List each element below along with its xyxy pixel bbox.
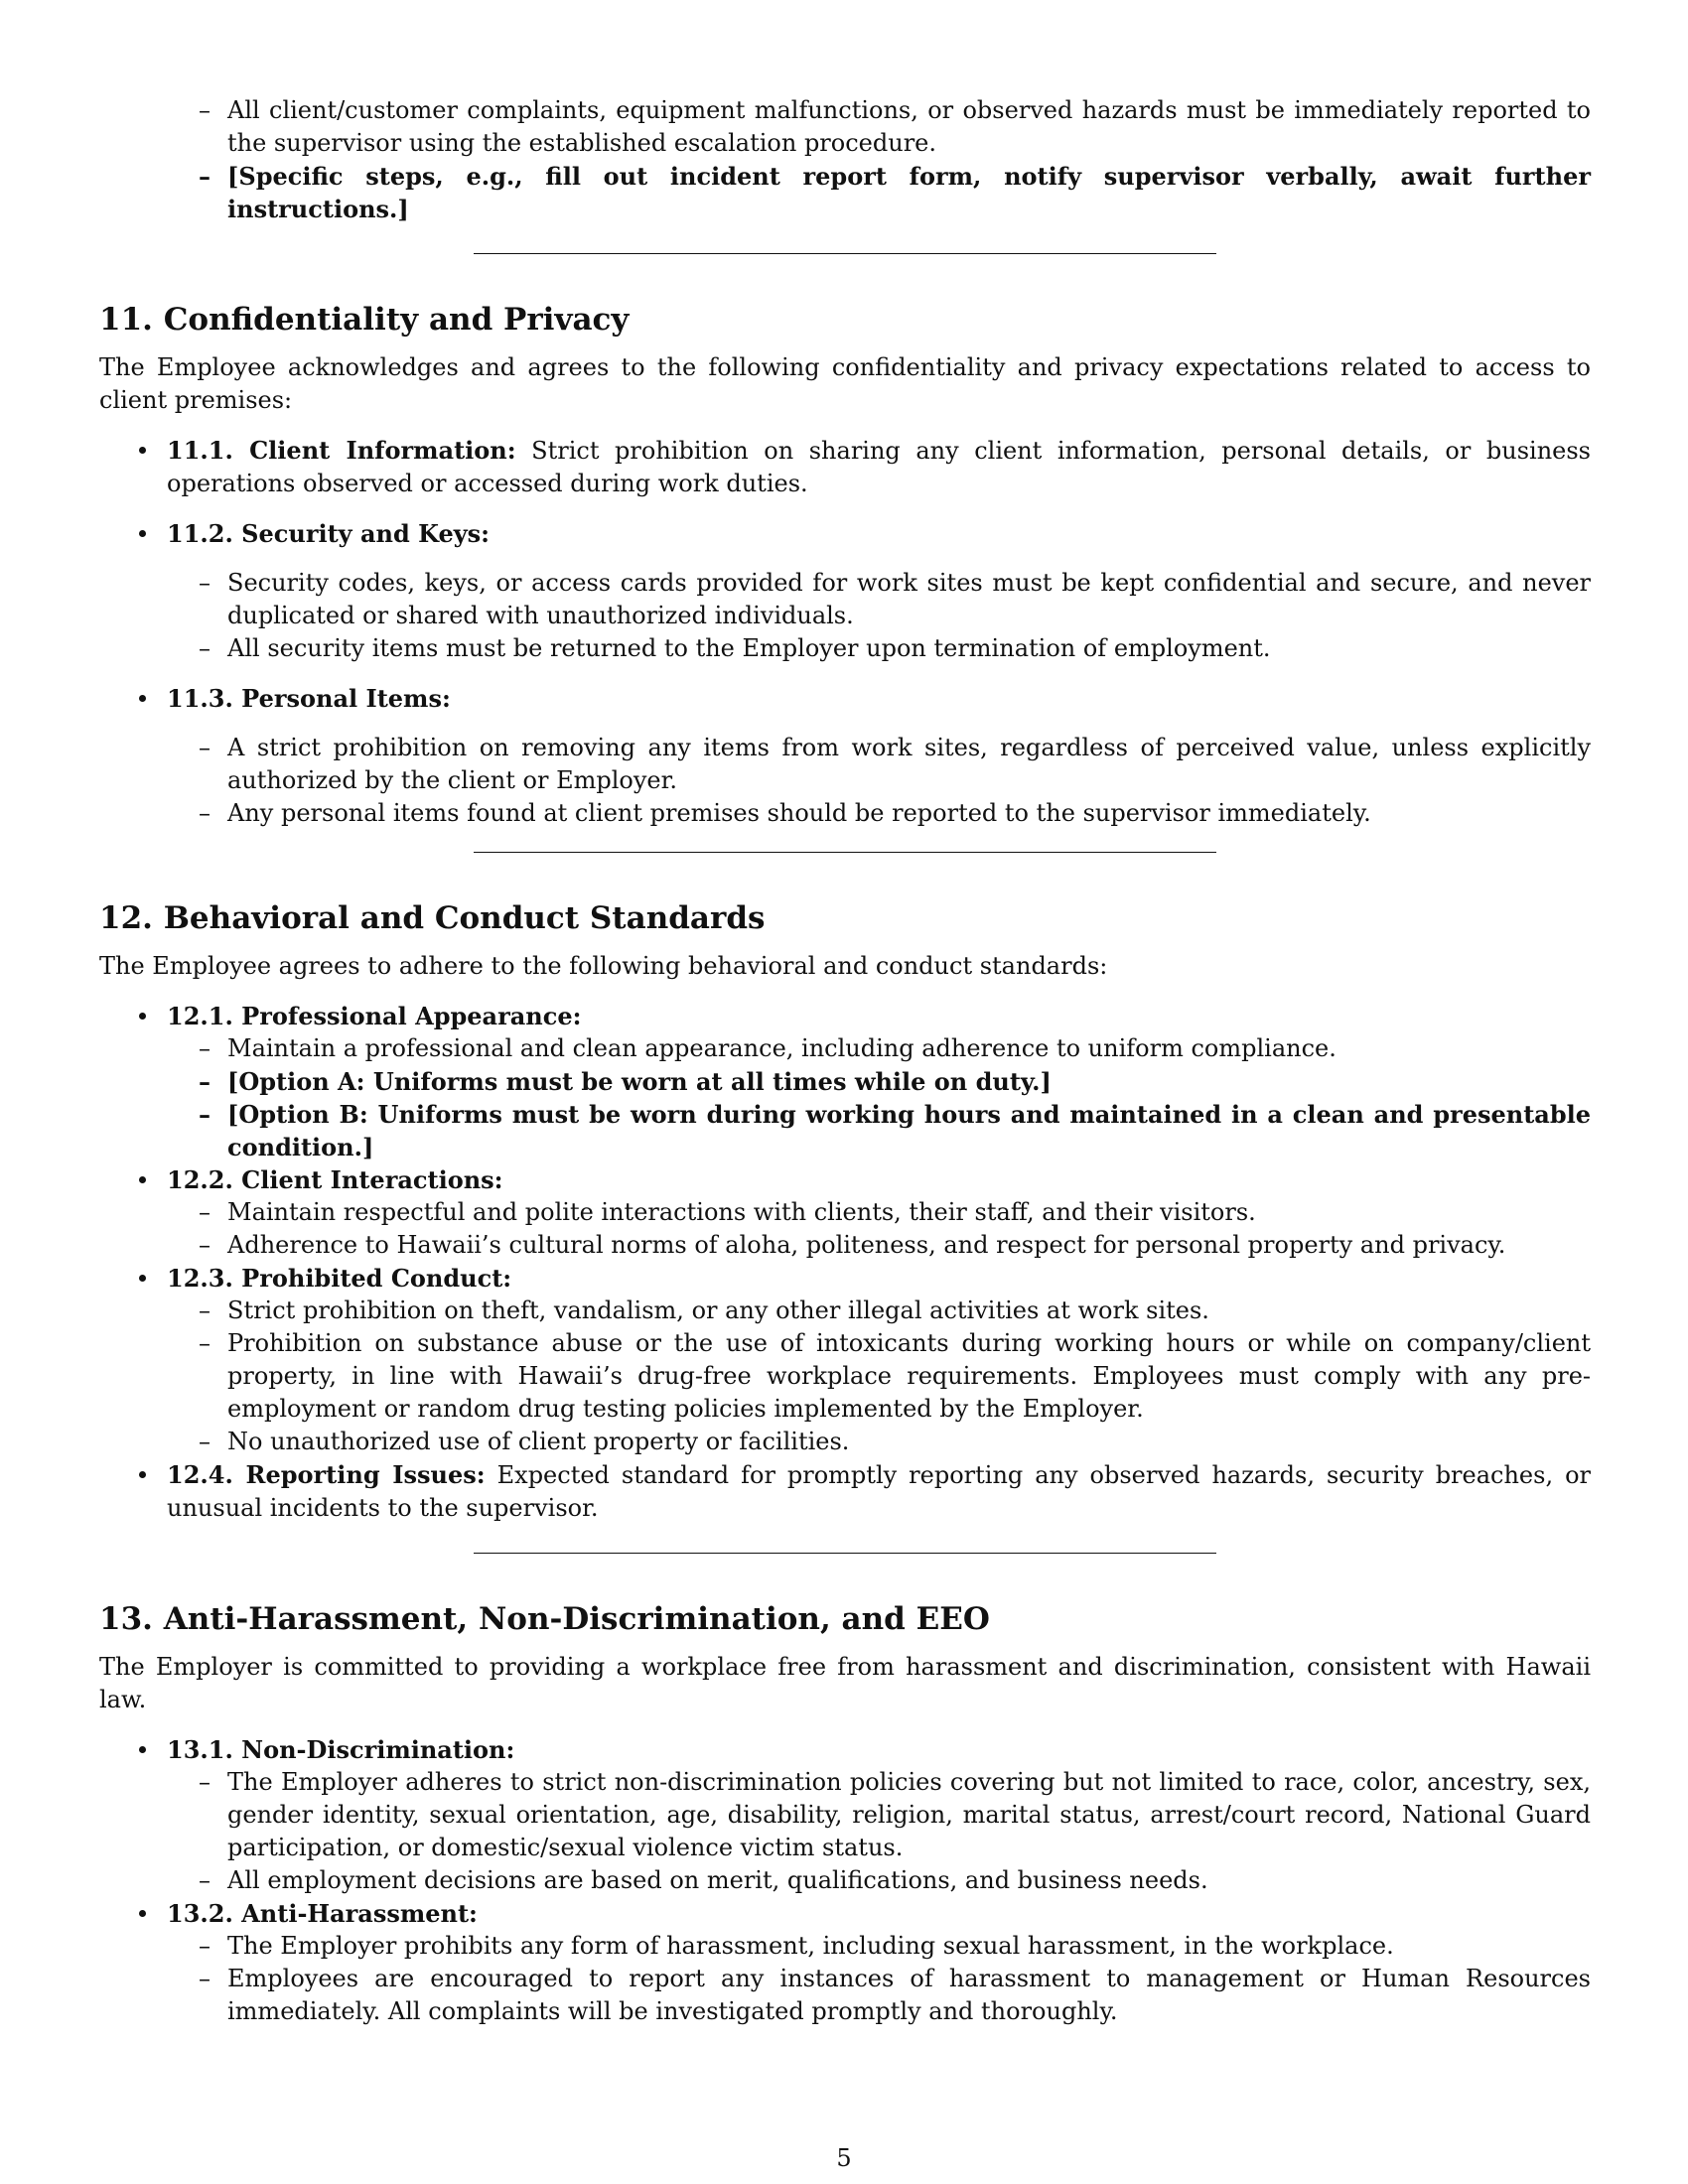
item-label: 11.3. Personal Items: — [167, 684, 451, 713]
sub-item: – All employment decisions are based on merit, qualifications, and business needs. — [167, 1864, 1591, 1897]
list-item — [99, 1897, 1591, 2028]
item-label: 11.2. Security and Keys: — [167, 519, 491, 548]
sub-item: – Prohibition on substance abuse or the use of intoxicants during working hours or while on company/client property, in line with Hawaii’s drug-free workplace requirements. Employees must comply with any pre-employment or random drug testing policies implemented by the Employer. — [167, 1327, 1591, 1426]
section-13-list — [99, 1733, 1591, 2028]
list-item — [99, 1733, 1591, 1897]
sub-item: – Adherence to Hawaii’s cultural norms of aloha, politeness, and respect for personal property and privacy. — [167, 1229, 1591, 1262]
item-label: 12.3. Prohibited Conduct: — [167, 1264, 512, 1293]
item-label: 13.2. Anti-Harassment: — [167, 1899, 478, 1928]
sub-item: – The Employer adheres to strict non-discrimination policies covering but not limited to race, color, ancestry, sex, gender identity, sexual orientation, age, disability, religion, marital status, arrest/court record, National Guard participation, or domestic/sexual violence victim status. — [167, 1766, 1591, 1864]
item-label: 11.1. Client Information: — [167, 436, 516, 465]
sub-item: – All security items must be returned to the Employer upon termination of employment. — [167, 632, 1591, 665]
section-12-list — [99, 1000, 1591, 1525]
sub-item: – Strict prohibition on theft, vandalism, or any other illegal activities at work sites. — [167, 1295, 1591, 1327]
list-item — [99, 434, 1591, 500]
sub-list — [167, 1196, 1591, 1262]
section-11-title: 11. Confidentiality and Privacy — [99, 302, 630, 338]
item-label: 12.2. Client Interactions: — [167, 1165, 503, 1194]
item-text: Expected standard for promptly reporting any observed hazards, security breaches, or unusual incidents to the supervisor. — [167, 1461, 1591, 1522]
item-label: 12.1. Professional Appearance: — [167, 1002, 582, 1030]
list-item — [99, 1458, 1591, 1525]
list-item: – All client/customer complaints, equipment malfunctions, or observed hazards must be immediately reported to the supervisor using the established escalation procedure. — [99, 94, 1591, 160]
section-divider — [474, 1553, 1216, 1554]
section-divider — [474, 852, 1216, 853]
item-label: 12.4. Reporting Issues: — [167, 1460, 486, 1489]
list-item — [99, 682, 1591, 830]
item-text: Strict prohibition on sharing any client information, personal details, or business operations observed or accessed during work duties. — [167, 437, 1592, 497]
section-12-title: 12. Behavioral and Conduct Standards — [99, 900, 766, 936]
section-divider — [474, 253, 1216, 254]
sub-item: – Security codes, keys, or access cards provided for work sites must be kept confidential and secure, and never duplicated or shared with unauthorized individuals. — [167, 567, 1591, 632]
sub-list — [167, 732, 1591, 830]
sub-list — [167, 1295, 1591, 1458]
sub-item: – Maintain respectful and polite interactions with clients, their staff, and their visitors. — [167, 1196, 1591, 1229]
sub-item: – A strict prohibition on removing any items from work sites, regardless of perceived value, unless explicitly authorized by the client or Employer. — [167, 732, 1591, 797]
list-item — [99, 1163, 1591, 1262]
list-item-placeholder: – [Specific steps, e.g., fill out incident report form, notify supervisor verbally, await further instructions.] — [99, 160, 1591, 225]
document-page — [99, 94, 1591, 2028]
sub-item-option-a: – [Option A: Uniforms must be worn at all times while on duty.] — [167, 1065, 1591, 1098]
section-11-intro: The Employee acknowledges and agrees to the following confidentiality and privacy expectations related to access to client premises: — [99, 353, 1591, 414]
sub-item: – The Employer prohibits any form of harassment, including sexual harassment, in the workplace. — [167, 1930, 1591, 1963]
sub-item: – Any personal items found at client premises should be reported to the supervisor immediately. — [167, 797, 1591, 830]
sub-list — [167, 567, 1591, 665]
sub-item-option-b: – [Option B: Uniforms must be worn during working hours and maintained in a clean and presentable condition.] — [167, 1098, 1591, 1163]
sub-list — [167, 1766, 1591, 1897]
list-item — [99, 517, 1591, 665]
sub-list — [167, 1032, 1591, 1163]
sub-item: – Employees are encouraged to report any instances of harassment to management or Human Resources immediately. All complaints will be investigated promptly and thoroughly. — [167, 1963, 1591, 2028]
section-13-title: 13. Anti-Harassment, Non-Discrimination, and EEO — [99, 1601, 990, 1637]
page-number: 5 — [836, 2144, 852, 2172]
carryover-list — [99, 94, 1591, 225]
list-item — [99, 1000, 1591, 1163]
section-12-intro: The Employee agrees to adhere to the following behavioral and conduct standards: — [99, 952, 1108, 980]
section-13-intro: The Employer is committed to providing a workplace free from harassment and discrimination, consistent with Hawaii law. — [99, 1653, 1591, 1713]
item-label: 13.1. Non-Discrimination: — [167, 1735, 515, 1764]
sub-item: – No unauthorized use of client property or facilities. — [167, 1426, 1591, 1458]
sub-item: – Maintain a professional and clean appearance, including adherence to uniform compliance. — [167, 1032, 1591, 1065]
sub-list — [167, 1930, 1591, 2028]
list-item — [99, 1262, 1591, 1458]
section-11-list — [99, 434, 1591, 830]
